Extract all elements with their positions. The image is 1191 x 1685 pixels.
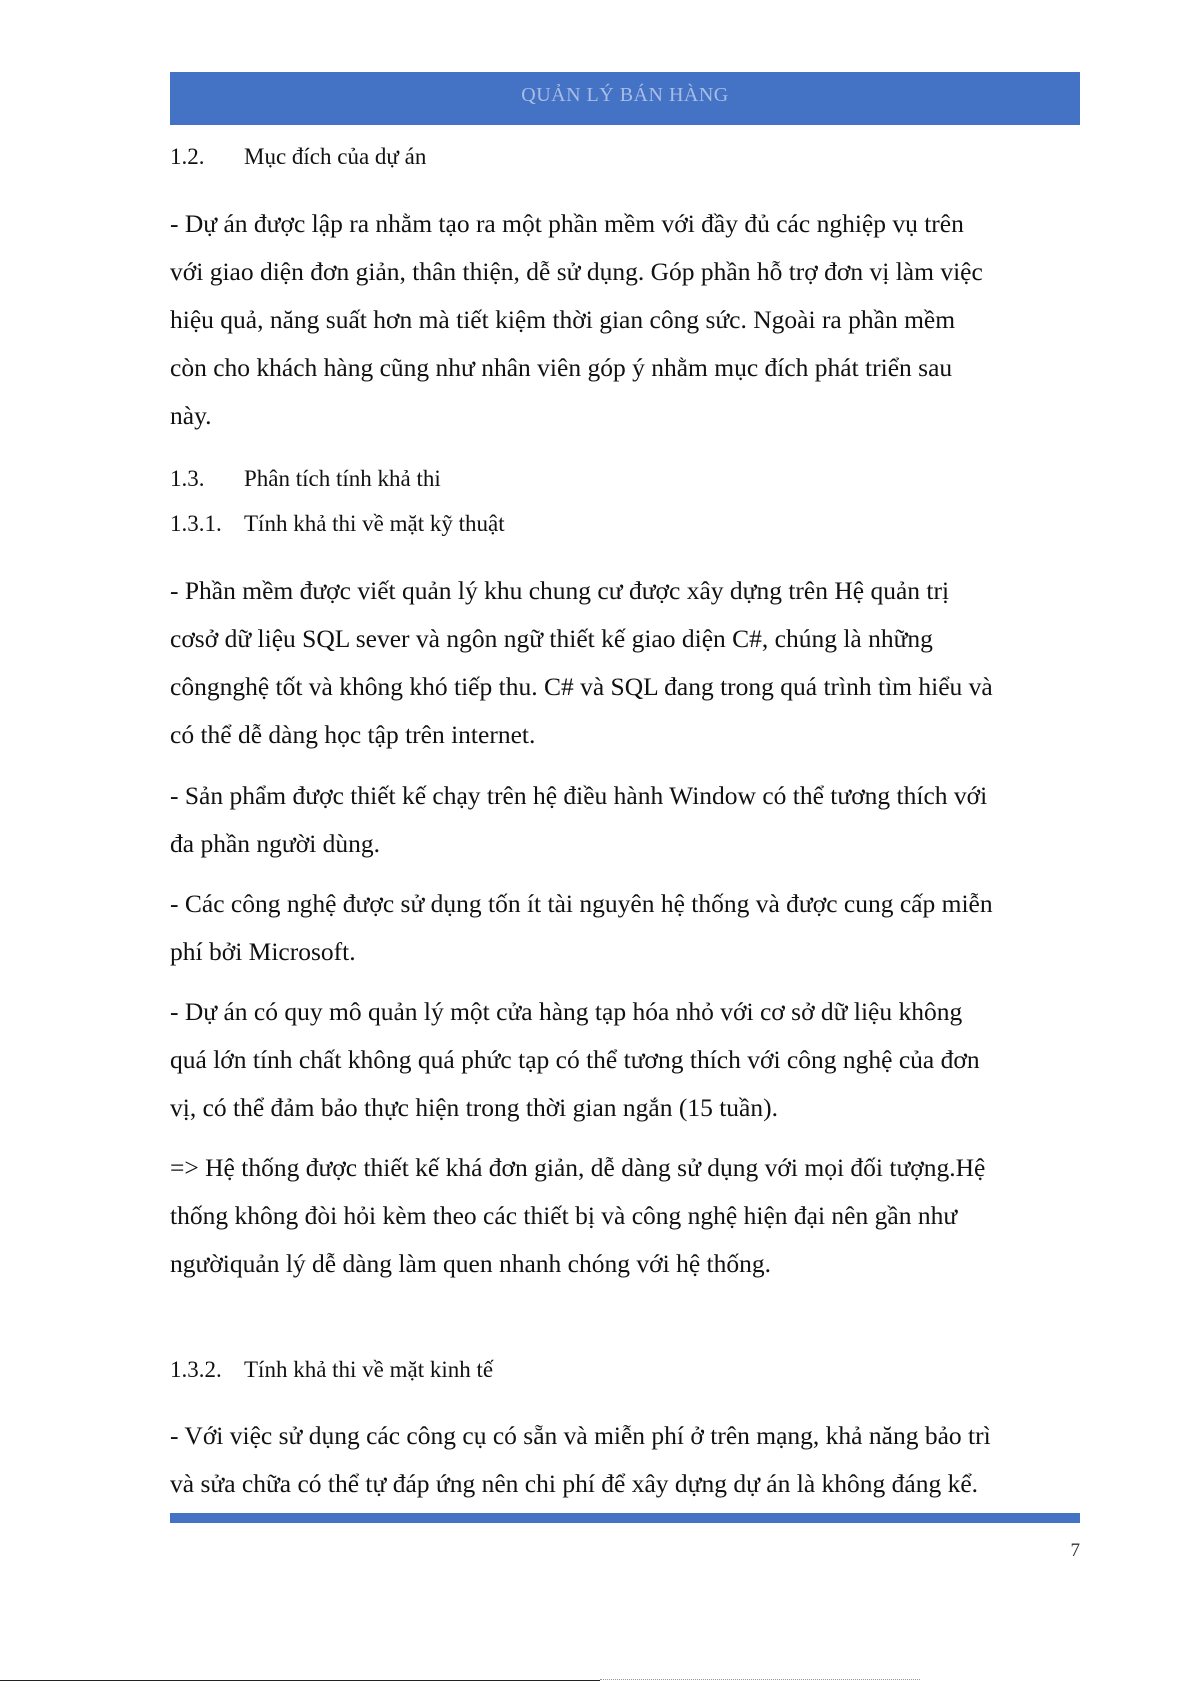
text-line: này. [170,401,212,430]
paragraph-tech-3 [170,880,1090,976]
text-line: - Với việc sử dụng các công cụ có sẵn và miễn phí ở trên mạng, khả năng bảo trì [170,1421,991,1450]
paragraph-econ-1 [170,1412,1090,1508]
text-line: còn cho khách hàng cũng như nhân viên góp ý nhằm mục đích phát triển sau [170,353,953,382]
page-number: 7 [1070,1540,1080,1561]
section-heading-1-3-1 [170,509,505,539]
footer-bar [170,1513,1080,1523]
text-line: - Dự án được lập ra nhằm tạo ra một phần mềm với đầy đủ các nghiệp vụ trên [170,209,964,238]
section-number: 1.3.1. [170,511,222,536]
text-line: - Sản phẩm được thiết kế chạy trên hệ điều hành Window có thể tương thích với [170,781,988,810]
paragraph-tech-4 [170,988,1090,1132]
text-line: quá lớn tính chất không quá phức tạp có thể tương thích với công nghệ của đơn [170,1045,980,1074]
text-line: và sửa chữa có thể tự đáp ứng nên chi phí để xây dựng dự án là không đáng kể. [170,1469,979,1498]
section-number: 1.3.2. [170,1357,222,1382]
section-heading-1-3 [170,464,441,494]
section-title: Tính khả thi về mặt kỹ thuật [244,511,505,536]
header-title: QUẢN LÝ BÁN HÀNG [521,84,729,106]
text-line: - Các công nghệ được sử dụng tốn ít tài nguyên hệ thống và được cung cấp miễn [170,889,993,918]
text-line: hiệu quả, năng suất hơn mà tiết kiệm thời gian công sức. Ngoài ra phần mềm [170,305,956,334]
section-number: 1.2. [170,144,205,169]
text-line: côngnghệ tốt và không khó tiếp thu. C# và SQL đang trong quá trình tìm hiểu và [170,672,993,701]
text-line: vị, có thể đảm bảo thực hiện trong thời gian ngắn (15 tuần). [170,1093,778,1122]
text-line: phí bởi Microsoft. [170,937,356,966]
section-title: Tính khả thi về mặt kinh tế [244,1357,494,1382]
text-line: với giao diện đơn giản, thân thiện, dễ sử dụng. Góp phần hỗ trợ đơn vị làm việc [170,257,983,286]
paragraph-tech-2 [170,772,1090,868]
text-line: => Hệ thống được thiết kế khá đơn giản, dễ dàng sử dụng với mọi đối tượng.Hệ [170,1153,986,1182]
paragraph-purpose [170,200,1090,440]
section-number: 1.3. [170,466,205,491]
section-title: Phân tích tính khả thi [244,466,441,491]
section-heading-1-3-2 [170,1355,493,1385]
text-line: cơsở dữ liệu SQL sever và ngôn ngữ thiết kế giao diện C#, chúng là những [170,624,933,653]
text-line: đa phần người dùng. [170,829,381,858]
paragraph-tech-1 [170,567,1090,759]
header-bar [170,72,1080,125]
section-title: Mục đích của dự án [244,144,427,169]
section-heading-1-2 [170,142,426,172]
page-bottom-rule [0,1680,600,1681]
page-bottom-marks [600,1679,920,1683]
text-line: thống không đòi hỏi kèm theo các thiết bị và công nghệ hiện đại nên gần như [170,1201,958,1230]
text-line: ngườiquản lý dễ dàng làm quen nhanh chóng với hệ thống. [170,1249,771,1278]
text-line: - Dự án có quy mô quản lý một cửa hàng tạp hóa nhỏ với cơ sở dữ liệu không [170,997,963,1026]
paragraph-tech-conclusion [170,1144,1090,1288]
text-line: có thể dễ dàng học tập trên internet. [170,720,536,749]
text-line: - Phần mềm được viết quản lý khu chung cư được xây dựng trên Hệ quản trị [170,576,950,605]
